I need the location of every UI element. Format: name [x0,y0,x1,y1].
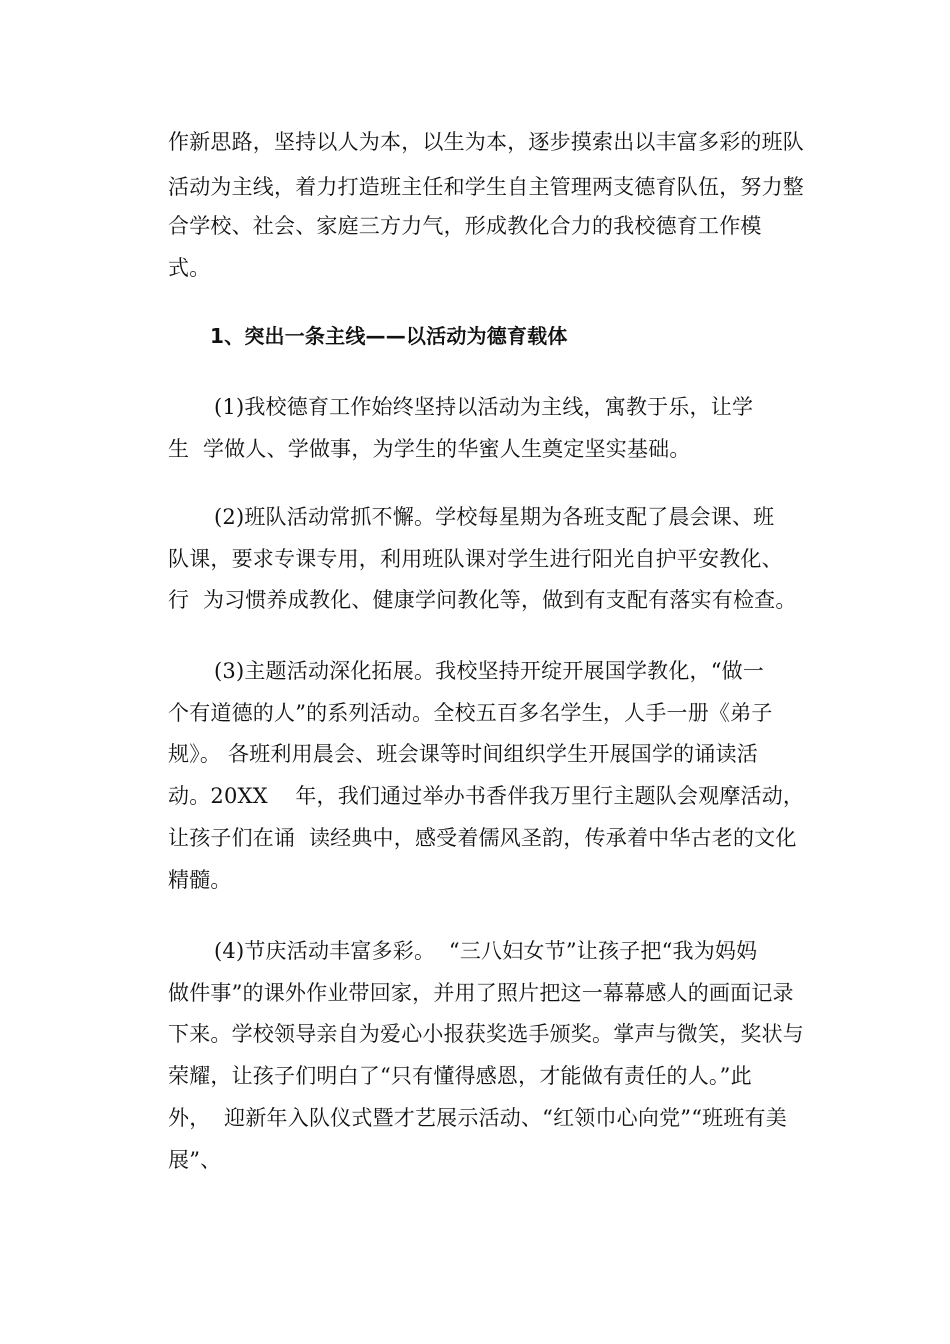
body-text-line: 个有道德的人”的系列活动。全校五百多名学生，人手一册《弟子 [168,701,773,725]
body-text-line: 做件事”的课外作业带回家，并用了照片把这一幕幕感人的画面记录 [168,981,794,1005]
body-text-line: 行 为习惯养成教化、健康学问教化等，做到有支配有落实有检查。 [168,588,797,612]
body-text-line: 精髓。 [168,868,232,892]
body-text-line: (2)班队活动常抓不懈。学校每星期为各班支配了晨会课、班 [214,505,775,529]
body-text-line: 活动为主线，着力打造班主任和学生自主管理两支德育队伍，努力整 [168,175,804,199]
body-text-line: 动。20XX 年，我们通过举办书香伴我万里行主题队会观摩活动， [168,784,805,808]
body-text-line: (3)主题活动深化拓展。我校坚持开绽开展国学教化，“做一 [214,659,765,683]
body-text-line: 规》。 各班利用晨会、班会课等时间组织学生开展国学的诵读活 [168,742,758,766]
body-text-line: 队课，要求专课专用，利用班队课对学生进行阳光自护平安教化、 [168,547,783,571]
body-text-line: 荣耀，让孩子们明白了“只有懂得感恩，才能做有责任的人。”此 [168,1064,752,1088]
body-text-line: (4)节庆活动丰富多彩。 “三八妇女节”让孩子把“我为妈妈 [214,939,758,963]
body-text-line: 生 学做人、学做事，为学生的华蜜人生奠定坚实基础。 [168,437,691,461]
body-text-line: 展”、 [168,1148,222,1172]
body-text-line: (1)我校德育工作始终坚持以活动为主线，寓教于乐，让学 [214,395,754,419]
body-text-line: 外， 迎新年入队仪式暨才艺展示活动、“红领巾心向党”“班班有美 [168,1106,787,1130]
body-text-line: 下来。学校领导亲自为爱心小报获奖选手颁奖。掌声与微笑，奖状与 [168,1022,804,1046]
body-text-line: 式。 [168,256,211,280]
body-text-line: 合学校、社会、家庭三方力气，形成教化合力的我校德育工作模 [168,214,762,238]
body-text-line: 作新思路，坚持以人为本，以生为本，逐步摸索出以丰富多彩的班队 [168,130,804,154]
section-heading: 1、突出一条主线——以活动为德育载体 [210,324,568,348]
body-text-line: 让孩子们在诵 读经典中，感受着儒风圣韵，传承着中华古老的文化 [168,826,797,850]
